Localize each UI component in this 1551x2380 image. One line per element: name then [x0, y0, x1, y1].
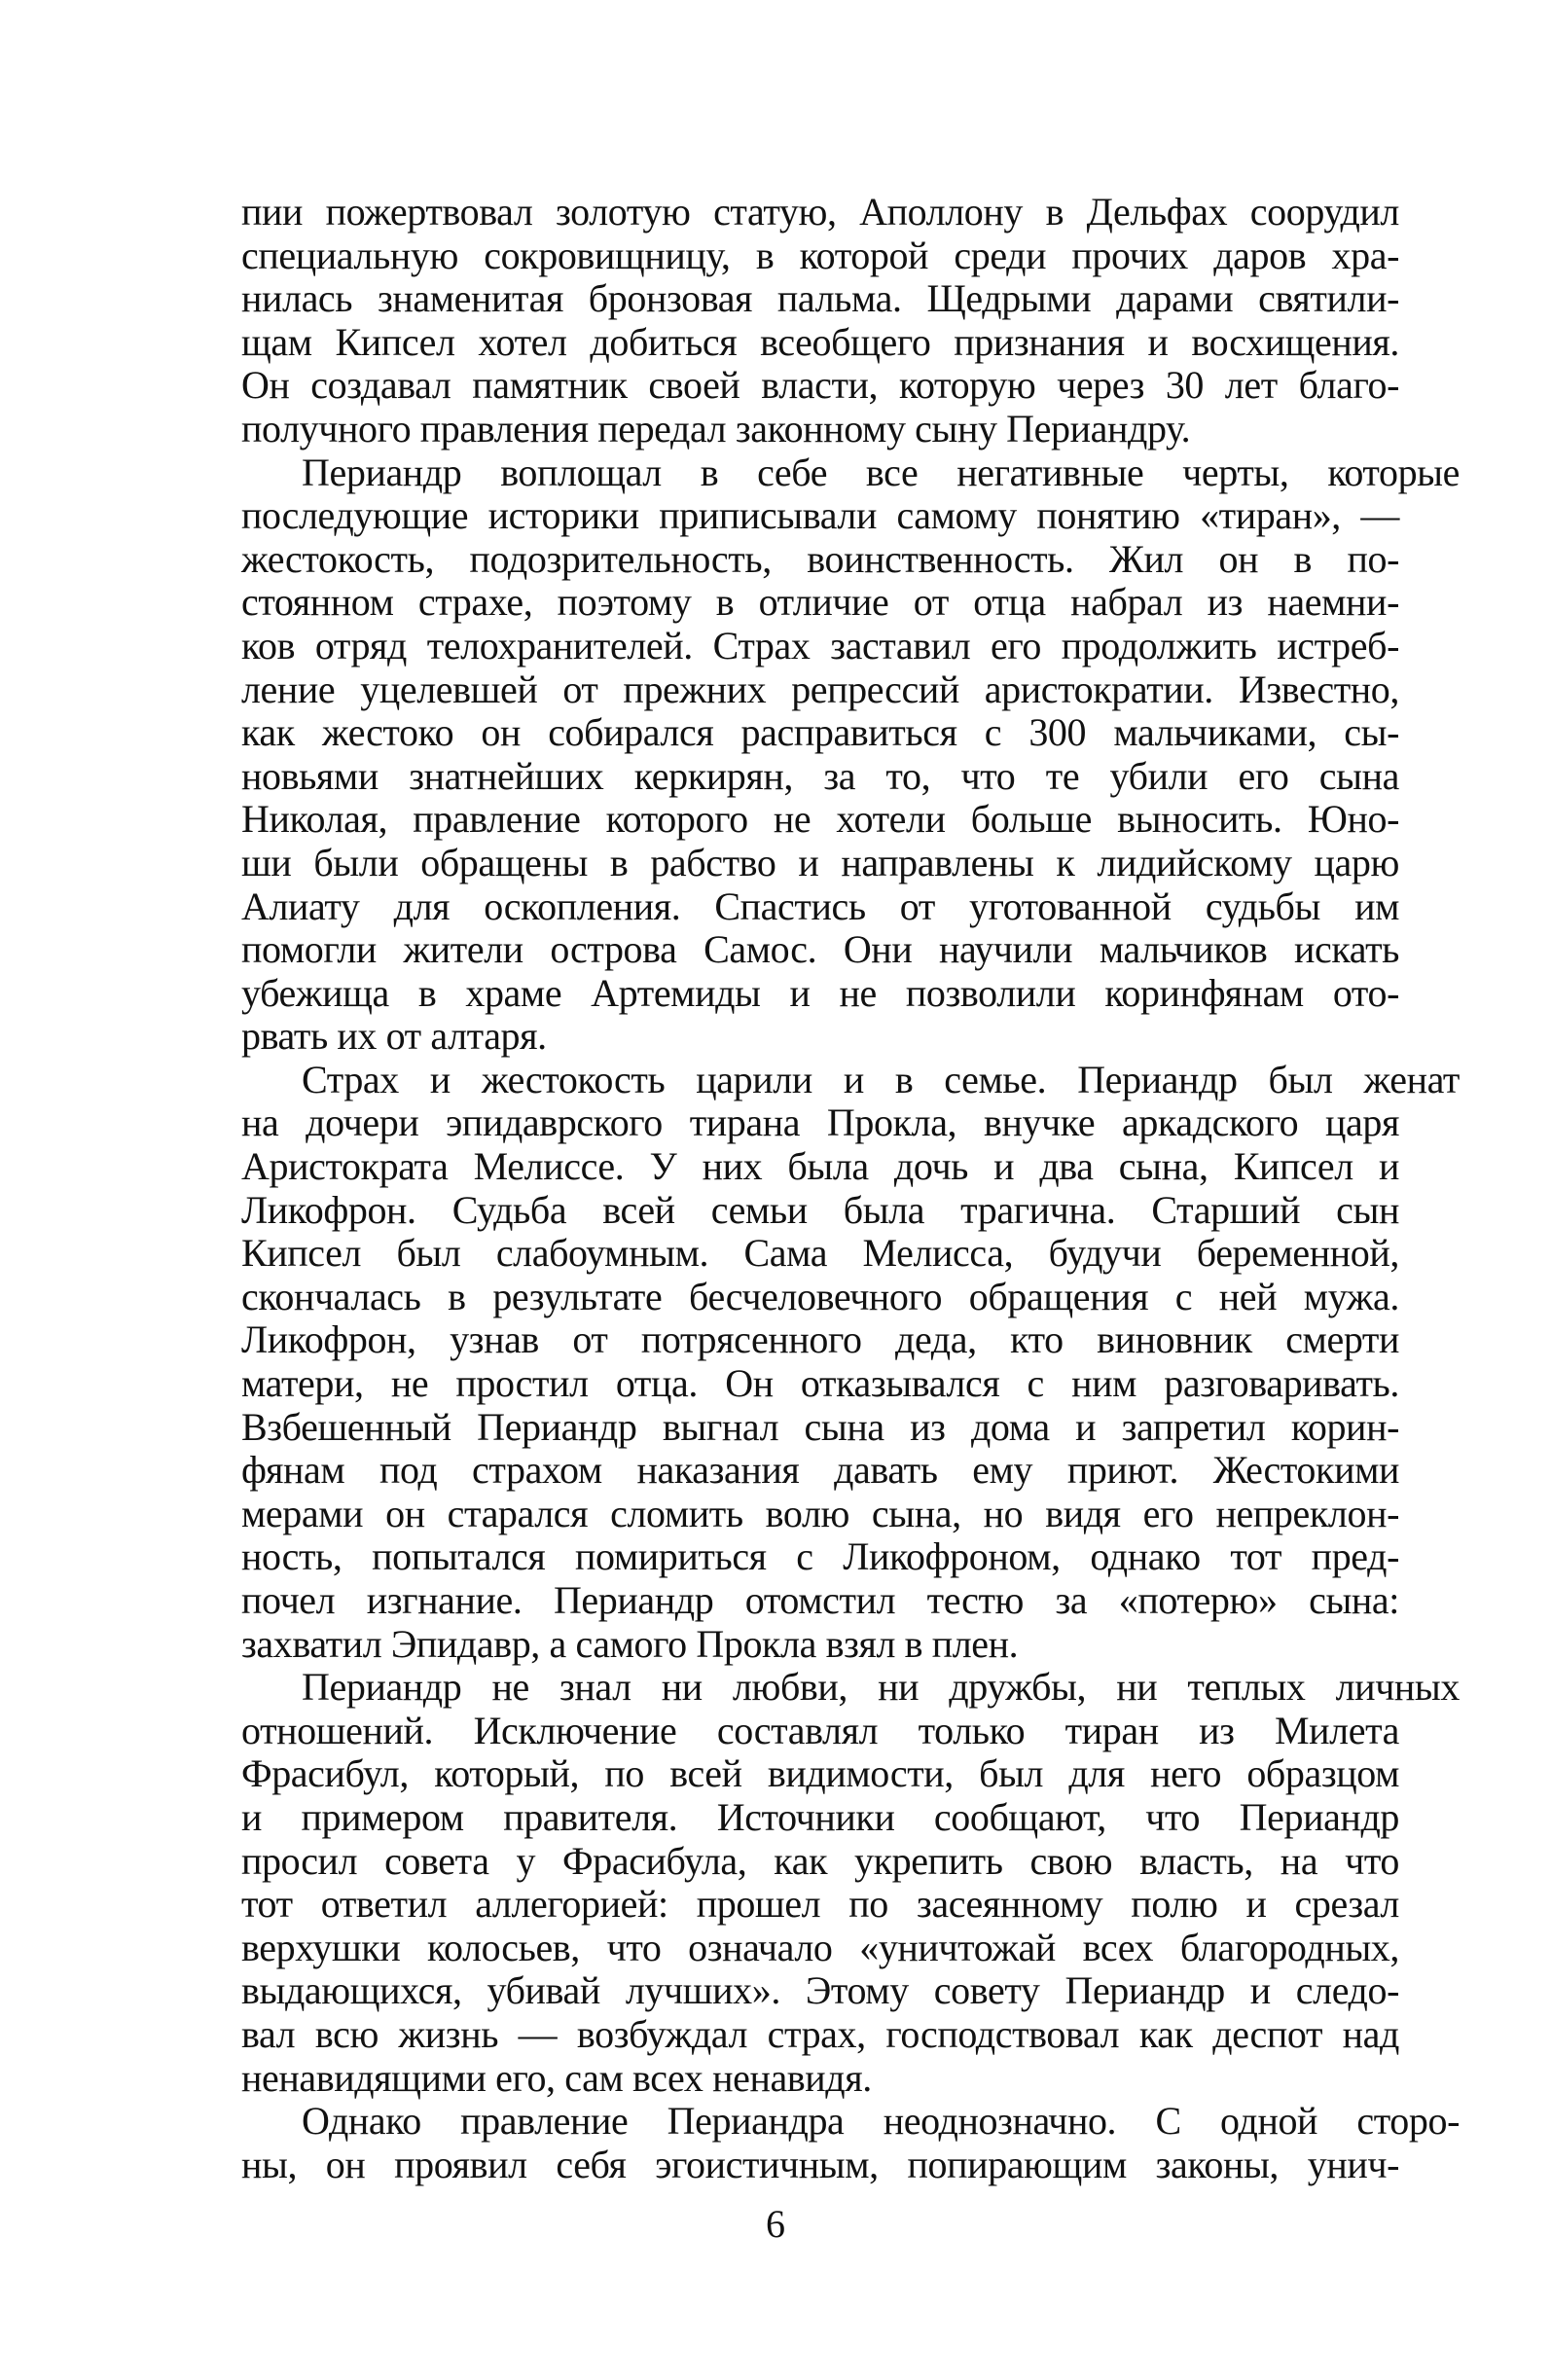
text-line: новьями знатнейших керкирян, за то, что те убили его сына: [241, 753, 1399, 798]
paragraph: [241, 1665, 1460, 2100]
text-line: на дочери эпидаврского тирана Прокла, внучке аркадского царя: [241, 1100, 1399, 1145]
text-line: помогли жители острова Самос. Они научили мальчиков искать: [241, 927, 1399, 972]
text-line: Периандр воплощал в себе все негативные черты, которые: [302, 450, 1460, 494]
text-line: щам Кипсел хотел добиться всеобщего признания и восхищения.: [241, 319, 1399, 364]
text-line: ненавидящими его, сам всех ненавидя.: [241, 2055, 872, 2100]
text-line: фянам под страхом наказания давать ему приют. Жестокими: [241, 1448, 1399, 1493]
text-line: жестокость, подозрительность, воинственность. Жил он в по-: [241, 536, 1399, 581]
text-line: специальную сокровищницу, в которой среди прочих даров хра-: [241, 233, 1399, 277]
text-line: Алиату для оскопления. Спастись от уготованной судьбы им: [241, 883, 1399, 928]
paragraph: [241, 450, 1460, 1059]
text-line: отношений. Исключение составлял только тиран из Милета: [241, 1708, 1399, 1752]
text-line: убежища в храме Артемиды и не позволили коринфянам ото-: [241, 970, 1399, 1015]
text-line: пии пожертвовал золотую статую, Аполлону в Дельфах соорудил: [241, 190, 1399, 234]
text-line: Ликофрон. Судьба всей семьи была трагична. Старший сын: [241, 1187, 1399, 1232]
text-line: Он создавал памятник своей власти, которую через 30 лет благо-: [241, 363, 1399, 408]
text-line: мерами он старался сломить волю сына, но видя его непреклон-: [241, 1491, 1399, 1535]
text-line: ление уцелевшей от прежних репрессий аристократии. Известно,: [241, 667, 1399, 711]
text-line: как жестоко он собирался расправиться с 300 мальчиками, сы-: [241, 710, 1399, 755]
text-line: тот ответил аллегорией: прошел по засеянному полю и срезал: [241, 1882, 1399, 1927]
paragraph: [241, 191, 1399, 451]
text-line: ков отряд телохранителей. Страх заставил его продолжить истреб-: [241, 623, 1399, 667]
text-line: ность, попытался помириться с Ликофроном, однако тот пред-: [241, 1534, 1399, 1579]
text-line: Ликофрон, узнав от потрясенного деда, кто виновник смерти: [241, 1317, 1399, 1362]
text-line: последующие историки приписывали самому понятию «тиран», —: [241, 493, 1399, 538]
paragraph: [241, 1057, 1460, 1666]
text-line: и примером правителя. Источники сообщают, что Периандр: [241, 1794, 1399, 1839]
text-line: Периандр не знал ни любви, ни дружбы, ни теплых личных: [302, 1665, 1460, 1710]
text-line: нилась знаменитая бронзовая пальма. Щедрыми дарами святили-: [241, 276, 1399, 321]
text-line: просил совета у Фрасибула, как укрепить свою власть, на что: [241, 1838, 1399, 1883]
text-line: Кипсел был слабоумным. Сама Мелисса, будучи беременной,: [241, 1231, 1399, 1276]
text-line: Страх и жестокость царили и в семье. Периандр был женат: [302, 1057, 1460, 1101]
text-line: Однако правление Периандра неоднозначно. С одной сторо-: [302, 2099, 1460, 2144]
text-line: стоянном страхе, поэтому в отличие от отца набрал из наемни-: [241, 580, 1399, 625]
text-line: захватил Эпидавр, а самого Прокла взял в плен.: [241, 1621, 1019, 1666]
text-line: выдающихся, убивай лучших». Этому совету Периандр и следо-: [241, 1968, 1399, 2013]
text-line: Николая, правление которого не хотели больше выносить. Юно-: [241, 797, 1399, 842]
text-line: ны, он проявил себя эгоистичным, попирающим законы, унич-: [241, 2142, 1399, 2186]
paragraph: [241, 2099, 1460, 2186]
body-text: [241, 190, 1460, 2186]
text-line: матери, не простил отца. Он отказывался с ним разговаривать.: [241, 1361, 1399, 1406]
text-line: вал всю жизнь — возбуждал страх, господствовал как деспот над: [241, 2011, 1399, 2056]
text-line: получного правления передал законному сыну Периандру.: [241, 406, 1191, 451]
text-line: скончалась в результате бесчеловечного обращения с ней мужа.: [241, 1274, 1399, 1318]
text-line: почел изгнание. Периандр отомстил тестю за «потерю» сына:: [241, 1578, 1399, 1622]
text-line: ши были обращены в рабство и направлены к лидийскому царю: [241, 840, 1399, 884]
text-line: верхушки колосьев, что означало «уничтожай всех благородных,: [241, 1925, 1399, 1969]
page-number: 6: [766, 2202, 785, 2246]
text-line: Аристократа Мелиссе. У них была дочь и два сына, Кипсел и: [241, 1144, 1399, 1189]
text-line: рвать их от алтаря.: [241, 1014, 547, 1059]
text-line: Взбешенный Периандр выгнал сына из дома и запретил корин-: [241, 1404, 1399, 1449]
text-line: Фрасибул, который, по всей видимости, был для него образцом: [241, 1751, 1399, 1796]
